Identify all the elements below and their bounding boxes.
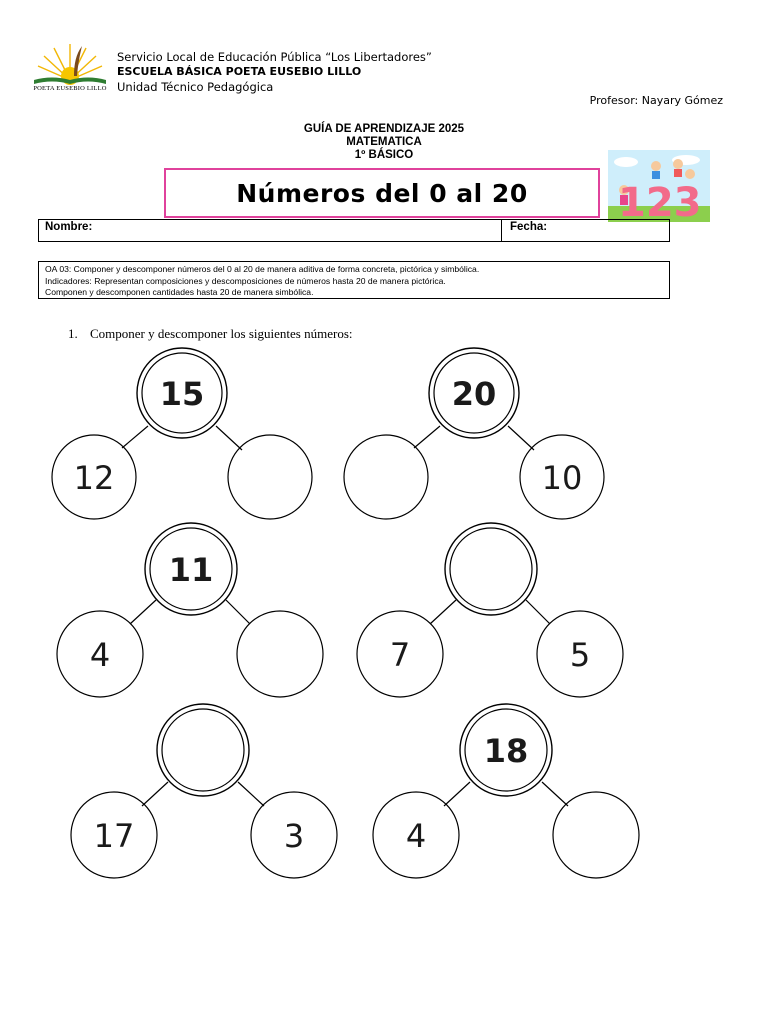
teacher-name: Profesor: Nayary Gómez [589, 94, 723, 107]
bond-left-number-5: 17 [93, 817, 135, 855]
bond-left-number-1: 12 [73, 459, 115, 497]
bond-right-circle-1[interactable] [228, 435, 312, 519]
guide-title: GUÍA DE APRENDIZAJE 2025 [303, 123, 465, 135]
bond-left-number-3: 4 [89, 636, 111, 674]
unit-name: Unidad Técnico Pedagógica [117, 80, 274, 94]
bond-top-number-2: 20 [451, 375, 497, 413]
logo-caption: POETA EUSEBIO LILLO [33, 85, 107, 92]
guide-subject: MATEMATICA [346, 136, 422, 148]
deco-digits: 123 [618, 180, 702, 222]
date-label: Fecha: [510, 221, 548, 233]
bond-left-number-4: 7 [389, 636, 411, 674]
instruction-text: Componer y descomponer los siguientes números: [90, 326, 353, 341]
bond-right-number-2: 10 [541, 459, 583, 497]
bond-left-number-6: 4 [405, 817, 427, 855]
objective-extra: Componen y descomponen cantidades hasta 20 de manera simbólica. [45, 287, 314, 297]
bond-top-number-6: 18 [483, 732, 529, 770]
institution-line: Servicio Local de Educación Pública “Los Libertadores” [117, 50, 432, 64]
bond-right-number-4: 5 [569, 636, 591, 674]
main-title: Números del 0 al 20 [236, 178, 528, 208]
bond-right-number-5: 3 [283, 817, 305, 855]
bond-right-circle-3[interactable] [237, 611, 323, 697]
instruction-number: 1. [68, 326, 78, 341]
bond-top-number-1: 15 [159, 375, 205, 413]
objective-indicators: Indicadores: Representan composiciones y descomposiciones de números hasta 20 de manera pictórica. [45, 275, 446, 286]
name-label: Nombre: [45, 221, 93, 233]
bond-top-number-3: 11 [168, 551, 214, 589]
bond-left-circle-2[interactable] [344, 435, 428, 519]
school-name: ESCUELA BÁSICA POETA EUSEBIO LILLO [117, 65, 362, 78]
guide-grade: 1º BÁSICO [354, 149, 414, 161]
bond-top-circle-5[interactable] [157, 704, 249, 796]
bond-top-circle-4[interactable] [445, 523, 537, 615]
bond-right-circle-6[interactable] [553, 792, 639, 878]
objective-oa: OA 03: Componer y descomponer números del 0 al 20 de manera aditiva de forma concreta, pictórica y simbólica. [45, 264, 480, 274]
